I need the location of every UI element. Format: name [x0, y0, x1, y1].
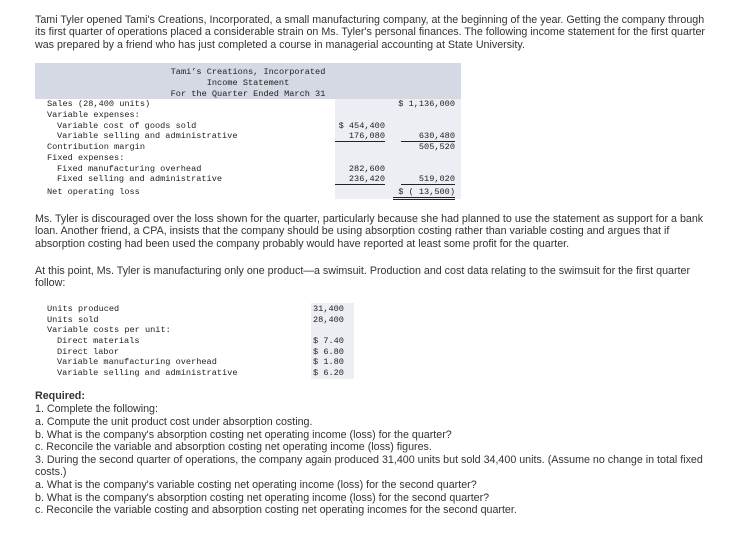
costdata-label: Units sold: [47, 315, 99, 325]
required-line: a. What is the company's variable costing net operating income (loss) for the second quarter?: [35, 479, 477, 491]
paragraph-discouraged: Ms. Tyler is discouraged over the loss shown for the quarter, particularly because she had planned to use the statement as support for a bank loan. Another friend, a CPA, insists that the company should be using absorption costing rather than variable costing and argues that if absorption costing had been used the company probably would have reported at least some profit for the quarter.: [35, 213, 704, 250]
statement-title: Income Statement: [206, 78, 290, 88]
costdata-value: $ 6.20: [313, 368, 344, 378]
statement-row-total: 630,480: [401, 131, 455, 142]
costdata-label: Direct materials: [57, 336, 140, 346]
required-line: b. What is the company's absorption costing net operating income (loss) for the second quarter?: [35, 492, 490, 504]
statement-row-amount: 282,600: [348, 164, 385, 174]
required-line: a. Compute the unit product cost under absorption costing.: [35, 416, 313, 428]
statement-row-label: Fixed manufacturing overhead: [57, 164, 202, 174]
required-line: c. Reconcile the variable and absorption costing net operating income (loss) figures.: [35, 441, 432, 453]
statement-row-amount: 176,080: [335, 131, 385, 142]
required-heading: Required:: [35, 390, 85, 402]
statement-row-label: Fixed expenses:: [47, 153, 125, 163]
statement-row-label: Variable selling and administrative: [57, 131, 238, 141]
required-line: 1. Complete the following:: [35, 403, 158, 415]
costdata-label: Direct labor: [57, 347, 119, 357]
statement-row-label: Variable cost of goods sold: [57, 121, 197, 131]
costdata-value: 28,400: [313, 315, 344, 325]
required-line: b. What is the company's absorption costing net operating income (loss) for the quarter?: [35, 429, 452, 441]
statement-row-amount: 236,420: [335, 174, 385, 185]
statement-row-total: 519,020: [401, 174, 455, 185]
required-line: 3. During the second quarter of operations, the company again produced 31,400 units but sold 34,400 units. (Assume no change in total fixed costs.): [35, 454, 703, 479]
required-line: c. Reconcile the variable costing and absorption costing net operating incomes for the second quarter.: [35, 504, 517, 516]
costdata-label: Variable manufacturing overhead: [57, 357, 217, 367]
statement-row-label: Net operating loss: [47, 187, 140, 197]
statement-row-label: Contribution margin: [47, 142, 145, 152]
costdata-value: $ 7.40: [313, 336, 344, 346]
costdata-label: Variable costs per unit:: [47, 325, 171, 335]
costdata-label: Variable selling and administrative: [57, 368, 238, 378]
paragraph-production: At this point, Ms. Tyler is manufacturing only one product—a swimsuit. Production and cost data relating to the swimsuit for the first quarter follow:: [35, 265, 691, 290]
statement-row-label: Variable expenses:: [47, 110, 140, 120]
statement-net-loss: $ ( 13,500): [393, 187, 455, 200]
statement-row-total: $ 1,136,000: [398, 99, 455, 109]
intro-paragraph: Tami Tyler opened Tami's Creations, Incorporated, a small manufacturing company, at the beginning of the year. Getting the company through its first quarter of operations placed a considerable strain on Ms. Tyler's personal finances. The following income statement for the first quarter was prepared by a friend who has just completed a course in managerial accounting at State University.: [35, 14, 705, 51]
costdata-label: Units produced: [47, 304, 120, 314]
statement-row-total: 505,520: [418, 142, 455, 152]
statement-period: For the Quarter Ended March 31: [170, 89, 326, 99]
statement-company: Tami’s Creations, Incorporated: [170, 67, 326, 77]
costdata-value: $ 1.80: [313, 357, 344, 367]
statement-row-label: Sales (28,400 units): [47, 99, 151, 109]
statement-row-label: Fixed selling and administrative: [57, 174, 223, 184]
costdata-value: 31,400: [313, 304, 344, 314]
costdata-value: $ 6.80: [313, 347, 344, 357]
statement-row-amount: $ 454,400: [338, 121, 385, 131]
